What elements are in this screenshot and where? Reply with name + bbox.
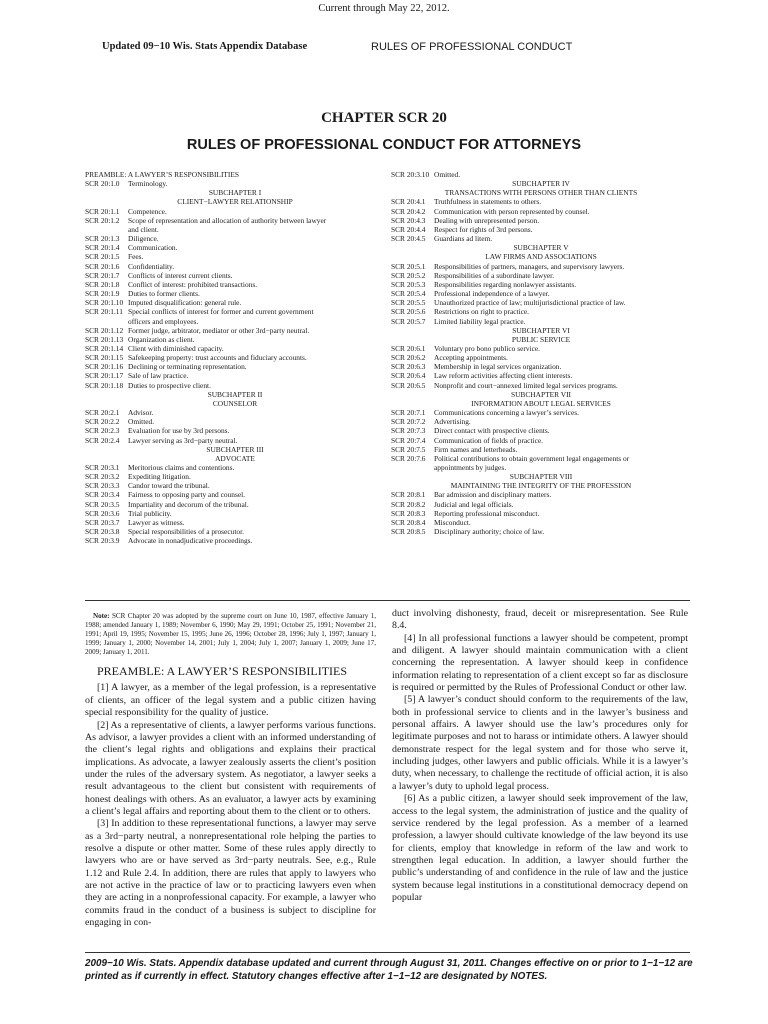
- toc-right-column: [391, 170, 691, 536]
- paragraph: [4] In all professional functions a lawyer should be competent, prompt and diligent. A lawyer should maintain communication with a client concerning the representation. A lawyer should keep in confidence information relating to representation of a client except so far as disclosure is required or permitted by the Rules of Professional Conduct or other law.: [392, 632, 688, 694]
- subchapter-heading: SUBCHAPTER I: [208, 188, 262, 198]
- toc-entry: SCR 20:6.5 Nonprofit and court−annexed limited legal services programs.: [391, 380, 618, 390]
- paragraph: [1] A lawyer, as a member of the legal profession, is a representative of clients, an officer of the legal system and a public citizen having special responsibility for the quality of justice.: [85, 682, 376, 719]
- toc-entry-continuation: appointments by judges.: [434, 463, 507, 472]
- toc-entry: SCR 20:6.2 Accepting appointments.: [391, 353, 508, 363]
- toc-entry: SCR 20:3.4 Fairness to opposing party and counsel.: [85, 490, 246, 500]
- current-through-notice: Current through May 22, 2012.: [318, 3, 450, 14]
- paragraph: [3] In addition to these representational functions, a lawyer may serve as a 3rd−party neutral, a nonrepresentational role helping the parties to resolve a dispute or other matter. Some of these rules apply directly to lawyers who are or have served as 3rd−party neutrals. See, e.g., Rule 1.12 and Rule 2.4. In addition, there are rules that apply to lawyers who are not active in the practice of law or to practicing lawyers even when they are acting in a nonprofessional capacity. For example, a lawyer who commits fraud in the conduct of a business is subject to discipline for engaging in con-: [85, 818, 376, 928]
- body-left-column: [85, 612, 376, 929]
- toc-entry: SCR 20:5.5 Unauthorized practice of law; multijurisdictional practice of law.: [391, 298, 626, 308]
- toc-entry: SCR 20:1.0 Terminology.: [85, 179, 168, 189]
- toc-entry: SCR 20:7.2 Advertising.: [391, 417, 471, 427]
- toc-entry: SCR 20:6.4 Law reform activities affecting client interests.: [391, 371, 573, 381]
- preamble-heading: PREAMBLE: A LAWYER’S RESPONSIBILITIES: [97, 664, 348, 679]
- toc-entry: SCR 20:1.12 Former judge, arbitrator, mediator or other 3rd−party neutral.: [85, 325, 310, 335]
- section-divider: [85, 600, 690, 601]
- subchapter-heading: SUBCHAPTER VIII: [509, 472, 573, 482]
- toc-entry: SCR 20:6.3 Membership in legal services organization.: [391, 362, 562, 372]
- body-right-column: [392, 608, 688, 904]
- toc-entry: SCR 20:5.6 Restrictions on right to practice.: [391, 307, 530, 317]
- toc-entry: SCR 20:1.10 Imputed disqualification: general rule.: [85, 298, 242, 308]
- toc-entry: SCR 20:4.2 Communication with person represented by counsel.: [391, 206, 590, 216]
- toc-entry: SCR 20:1.1 Competence.: [85, 206, 167, 216]
- toc-entry: SCR 20:1.18 Duties to prospective client.: [85, 380, 211, 390]
- toc-entry: SCR 20:1.3 Diligence.: [85, 234, 159, 244]
- toc-entry: SCR 20:1.15 Safekeeping property: trust accounts and fiduciary accounts.: [85, 353, 307, 363]
- toc-entry: SCR 20:3.9 Advocate in nonadjudicative proceedings.: [85, 536, 253, 546]
- subchapter-name: TRANSACTIONS WITH PERSONS OTHER THAN CLIENTS: [444, 188, 638, 198]
- subchapter-name: CLIENT−LAWYER RELATIONSHIP: [177, 197, 293, 207]
- toc-entry: SCR 20:8.3 Reporting professional misconduct.: [391, 508, 540, 518]
- footer-divider: [85, 952, 690, 953]
- paragraph: [5] A lawyer’s conduct should conform to the requirements of the law, both in professional service to clients and in the lawyer’s business and personal affairs. A lawyer should use the law’s procedures only for legitimate purposes and not to harass or intimidate others. A lawyer should demonstrate respect for the legal system and for those who serve it, including judges, other lawyers and public officials. While it is a lawyer’s duty, when necessary, to challenge the rectitude of official action, it is also a lawyer’s duty to uphold legal process.: [392, 694, 688, 792]
- subchapter-name: LAW FIRMS AND ASSOCIATIONS: [485, 252, 597, 262]
- toc-entry: SCR 20:1.7 Conflicts of interest current clients.: [85, 270, 233, 280]
- toc-entry-continuation: officers and employees.: [128, 316, 199, 326]
- toc-entry: SCR 20:3.5 Impartiality and decorum of the tribunal.: [85, 499, 249, 509]
- toc-entry: SCR 20:7.6 Political contributions to obtain government legal engagements or: [391, 453, 630, 463]
- toc-entry: SCR 20:3.6 Trial publicity.: [85, 508, 172, 518]
- toc-entry: SCR 20:1.11 Special conflicts of interest for former and current government: [85, 307, 314, 317]
- toc-entry: SCR 20:3.10 Omitted.: [391, 170, 461, 179]
- subchapter-heading: SUBCHAPTER VI: [512, 325, 570, 335]
- subchapter-name: COUNSELOR: [212, 398, 258, 408]
- toc-left-column: [85, 170, 385, 545]
- toc-entry: SCR 20:1.9 Duties to former clients.: [85, 289, 200, 299]
- subchapter-name: PUBLIC SERVICE: [511, 334, 571, 344]
- subchapter-name: MAINTAINING THE INTEGRITY OF THE PROFESSION: [450, 481, 632, 491]
- toc-entry: SCR 20:4.1 Truthfulness in statements to others.: [391, 197, 542, 207]
- subchapter-heading: SUBCHAPTER VII: [510, 389, 572, 399]
- toc-entry: SCR 20:5.4 Professional independence of a lawyer.: [391, 289, 550, 299]
- paragraph: [6] As a public citizen, a lawyer should seek improvement of the law, access to the legal system, the administration of justice and the quality of service rendered by the legal profession. As a member of a learned profession, a lawyer should cultivate knowledge of the law beyond its use for clients, employ that knowledge in reform of the law and work to strengthen legal education. In addition, a lawyer should further the public’s understanding of and confidence in the rule of law and the justice system because legal institutions in a constitutional democracy depend on popular: [392, 793, 688, 903]
- toc-entry: SCR 20:1.5 Fees.: [85, 252, 144, 262]
- chapter-number: CHAPTER SCR 20: [321, 110, 447, 126]
- subchapter-heading: SUBCHAPTER III: [206, 444, 264, 454]
- toc-entry: SCR 20:5.1 Responsibilities of partners, managers, and supervisory lawyers.: [391, 261, 625, 271]
- toc-entry: SCR 20:7.5 Firm names and letterheads.: [391, 444, 518, 454]
- subchapter-heading: SUBCHAPTER II: [207, 389, 263, 399]
- toc-entry: SCR 20:2.2 Omitted.: [85, 417, 155, 427]
- header-running-title: RULES OF PROFESSIONAL CONDUCT: [371, 41, 573, 53]
- toc-entry: SCR 20:8.1 Bar admission and disciplinary matters.: [391, 490, 552, 500]
- toc-entry: SCR 20:1.16 Declining or terminating representation.: [85, 362, 247, 372]
- toc-entry: SCR 20:1.4 Communication.: [85, 243, 178, 253]
- toc-entry: SCR 20:6.1 Voluntary pro bono publico service.: [391, 343, 540, 353]
- toc-entry: SCR 20:7.4 Communication of fields of practice.: [391, 435, 543, 445]
- adoption-note: Note: SCR Chapter 20 was adopted by the supreme court on June 10, 1987, effective January 1, 1988; amended January 1, 1989; November 6, 1990; May 29, 1991; October 25, 1991; November 21, 1991; April 19, 1995; November 15, 1995; June 26, 1996; October 28, 1996; July 1, 1997; January 1, 1999; January 1, 2000; November 14, 2001; July 1, 2004; July 1, 2007; January 1, 2009; June 17, 2009; January 1, 2011.: [85, 612, 376, 657]
- toc-entry: SCR 20:2.3 Evaluation for use by 3rd persons.: [85, 426, 230, 436]
- toc-entry: SCR 20:3.7 Lawyer as witness.: [85, 517, 185, 527]
- subchapter-heading: SUBCHAPTER V: [513, 243, 569, 253]
- toc-entry: SCR 20:3.2 Expediting litigation.: [85, 472, 191, 482]
- toc-entry: SCR 20:7.3 Direct contact with prospective clients.: [391, 426, 550, 436]
- toc-entry: SCR 20:4.4 Respect for rights of 3rd persons.: [391, 224, 533, 234]
- toc-entry: SCR 20:1.14 Client with diminished capacity.: [85, 343, 224, 353]
- footer-notice: 2009−10 Wis. Stats. Appendix database updated and current through August 31, 2011. Changes effective on or prior to 1−1−12 are printed as if currently in effect. Statutory changes effective after 1−1−12 are designated by NOTES.: [85, 958, 693, 982]
- toc-entry: SCR 20:2.4 Lawyer serving as 3rd−party neutral.: [85, 435, 238, 445]
- toc-entry: SCR 20:3.1 Meritorious claims and contentions.: [85, 463, 235, 472]
- subchapter-name: ADVOCATE: [215, 453, 255, 463]
- toc-entry: SCR 20:1.17 Sale of law practice.: [85, 371, 189, 381]
- paragraph-continuation: duct involving dishonesty, fraud, deceit or misrepresentation. See Rule 8.4.: [392, 608, 688, 632]
- toc-entry: SCR 20:3.8 Special responsibilities of a prosecutor.: [85, 527, 244, 537]
- toc-entry: SCR 20:2.1 Advisor.: [85, 408, 154, 418]
- toc-entry: SCR 20:4.3 Dealing with unrepresented person.: [391, 215, 540, 225]
- toc-entry: SCR 20:4.5 Guardians ad litem.: [391, 234, 493, 244]
- chapter-title: RULES OF PROFESSIONAL CONDUCT FOR ATTORNEYS: [186, 137, 582, 153]
- toc-entry: SCR 20:5.2 Responsibilities of a subordinate lawyer.: [391, 270, 555, 280]
- toc-entry: SCR 20:7.1 Communications concerning a lawyer’s services.: [391, 408, 579, 418]
- toc-entry: SCR 20:1.2 Scope of representation and allocation of authority between lawyer: [85, 215, 327, 225]
- toc-entry: SCR 20:3.3 Candor toward the tribunal.: [85, 481, 210, 491]
- toc-preamble: PREAMBLE: A LAWYER’S RESPONSIBILITIES: [85, 170, 240, 179]
- toc-entry: SCR 20:1.6 Confidentiality.: [85, 261, 175, 271]
- toc-entry-continuation: and client.: [128, 224, 159, 234]
- toc-entry: SCR 20:8.4 Misconduct.: [391, 517, 471, 527]
- subchapter-heading: SUBCHAPTER IV: [512, 179, 570, 189]
- toc-entry: SCR 20:1.13 Organization as client.: [85, 334, 195, 344]
- toc-entry: SCR 20:1.8 Conflict of interest: prohibited transactions.: [85, 279, 258, 289]
- toc-entry: SCR 20:8.2 Judicial and legal officials.: [391, 499, 514, 509]
- header-database-label: Updated 09−10 Wis. Stats Appendix Database: [102, 41, 308, 52]
- subchapter-name: INFORMATION ABOUT LEGAL SERVICES: [471, 398, 611, 408]
- toc-entry: SCR 20:5.3 Responsibilities regarding nonlawyer assistants.: [391, 279, 577, 289]
- toc-entry: SCR 20:5.7 Limited liability legal practice.: [391, 316, 526, 326]
- paragraph: [2] As a representative of clients, a lawyer performs various functions. As advisor, a lawyer provides a client with an informed understanding of the client’s legal rights and obligations and explains their practical implications. As advocate, a lawyer zealously asserts the client’s position under the rules of the adversary system. As negotiator, a lawyer seeks a result advantageous to the client but consistent with requirements of honest dealings with others. As an evaluator, a lawyer acts by examining a client’s legal affairs and reporting about them to the client or to others.: [85, 719, 376, 817]
- toc-entry: SCR 20:8.5 Disciplinary authority; choice of law.: [391, 527, 545, 537]
